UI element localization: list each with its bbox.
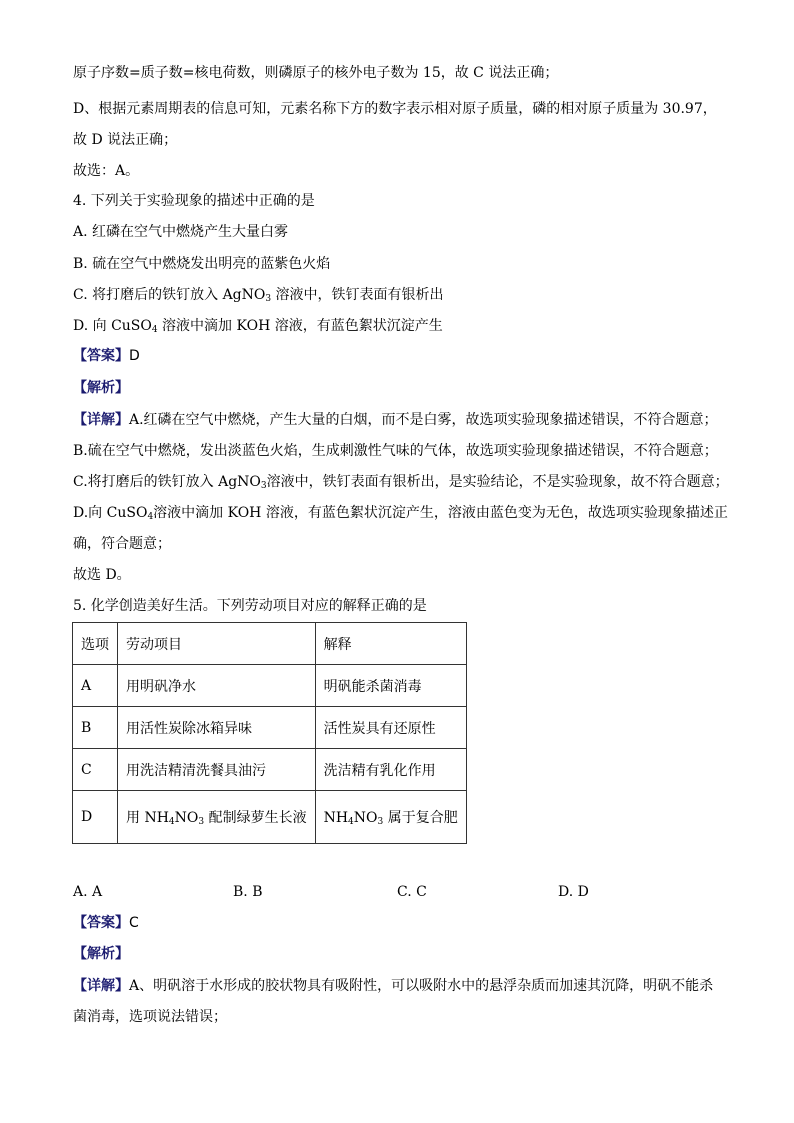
table-row [73,749,467,791]
table-header-row [73,623,467,665]
table-cell-option: A [73,665,118,707]
table-cell-reason: 洗洁精有乳化作用 [315,749,466,791]
table-cell-item: 用活性炭除冰箱异味 [118,707,316,749]
table-cell-item: 用 $NH_4NO_3$ 配制绿萝生长液 [118,791,316,844]
question-5-table [72,622,467,844]
text-line: 故选：A。 [73,163,140,179]
question-4-analysis-label: 【解析】 [73,380,129,396]
option-b: B. B [233,884,263,900]
table-row [73,707,467,749]
option-d: D. D [558,884,589,900]
table-header-cell: 劳动项目 [118,623,316,665]
question-4-choose: 故选 D。 [73,567,131,583]
question-4-explanation-d: D.向 CuSO$_4$溶液中滴加 KOH 溶液，有蓝色絮状沉淀产生，溶液由蓝色变为无色，故选项实验现象描述正 [73,505,728,522]
question-4-explanation-b: B.硫在空气中燃烧，发出淡蓝色火焰，生成刺激性气味的气体，故选项实验现象描述错误，不符合题意； [73,443,718,459]
option-c: C. C [397,884,427,900]
table-row [73,665,467,707]
question-4-stem: 4. 下列关于实验现象的描述中正确的是 [73,193,315,209]
table-cell-option: C [73,749,118,791]
table-cell-option: D [73,791,118,844]
question-4-explanation-a: 【详解】A.红磷在空气中燃烧，产生大量的白烟，而不是白雾，故选项实验现象描述错误，不符合题意； [73,412,718,428]
table-cell-reason: 明矾能杀菌消毒 [315,665,466,707]
question-4-explanation-c: C.将打磨后的铁钉放入 AgNO$_3$溶液中，铁钉表面有银析出，是实验结论，不是实验现象，故不符合题意； [73,474,729,491]
question-4-option-b: B. 硫在空气中燃烧发出明亮的蓝紫色火焰 [73,256,331,272]
table-cell-item: 用明矾净水 [118,665,316,707]
question-4-option-d: D. 向 CuSO$_4$ 溶液中滴加 KOH 溶液，有蓝色絮状沉淀产生 [73,318,443,335]
question-5-explanation-a: 【详解】A、明矾溶于水形成的胶状物具有吸附性，可以吸附水中的悬浮杂质而加速其沉降，明矾不能杀 [73,978,714,994]
option-a: A. A [73,884,103,900]
table-cell-option: B [73,707,118,749]
question-4-answer: 【答案】D [73,348,140,364]
table-cell-reason: $NH_4NO_3$ 属于复合肥 [315,791,466,844]
table-header-cell: 选项 [73,623,118,665]
table-cell-reason: 活性炭具有还原性 [315,707,466,749]
text-line: 原子序数=质子数=核电荷数，则磷原子的核外电子数为 15，故 C 说法正确； [73,65,559,81]
question-5-explanation-a-cont: 菌消毒，选项说法错误； [73,1009,227,1025]
question-5-stem: 5. 化学创造美好生活。下列劳动项目对应的解释正确的是 [73,598,427,614]
table-cell-item: 用洗洁精清洗餐具油污 [118,749,316,791]
question-5-answer: 【答案】C [73,915,139,931]
question-4-option-c: C. 将打磨后的铁钉放入 AgNO$_3$ 溶液中，铁钉表面有银析出 [73,287,444,304]
table-row [73,791,467,844]
text-line: D、根据元素周期表的信息可知，元素名称下方的数字表示相对原子质量，磷的相对原子质量为 30.97， [73,101,717,117]
question-4-explanation-d-cont: 确，符合题意； [73,536,171,552]
table-header-cell: 解释 [315,623,466,665]
text-line: 故 D 说法正确； [73,132,178,148]
question-5-analysis-label: 【解析】 [73,946,129,962]
question-4-option-a: A. 红磷在空气中燃烧产生大量白雾 [73,224,289,240]
